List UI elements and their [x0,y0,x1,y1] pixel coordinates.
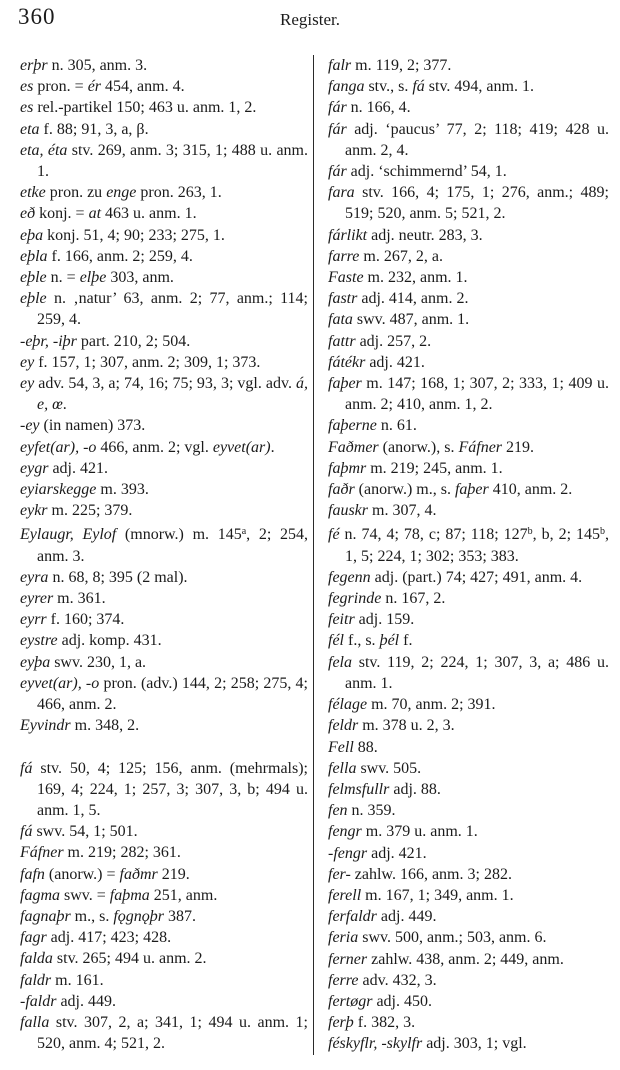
headword: fǫgnǫþr [113,907,165,925]
entry-text: m. 161. [51,971,104,989]
index-entry [328,609,609,630]
index-entry [328,246,609,267]
entry-text: 454, anm. 4. [101,78,185,96]
headword: feldr [328,717,359,735]
index-entry [328,885,609,906]
index-entry [328,1012,609,1033]
index-entry [20,97,308,118]
entry-text: . [270,438,275,456]
index-entry [328,567,609,588]
entry-text: rel.-partikel 150; 463 u. anm. 1, 2. [33,99,257,117]
entry-text: pron. = [33,78,88,96]
index-entry [328,415,609,436]
entry-text: stv. 265; 494 u. anm. 2. [52,950,207,968]
headword: Faðmer [328,438,379,456]
entry-text: m. 361. [53,590,106,608]
entry-text: swv. 230, 1, a. [50,653,147,671]
headword: ey [20,375,35,393]
index-entry [328,949,609,970]
index-entry [20,182,308,203]
entry-text: 303, anm. [106,269,174,287]
entry-text: pron. zu [45,184,107,202]
entry-text: f. [399,632,413,650]
headword: etke [20,184,46,202]
index-entry [20,225,308,246]
entry-text: n. 68, 8; 395 (2 mal). [48,568,188,586]
entry-text: m. 378 u. 2, 3. [358,717,455,735]
headword: fél [328,632,344,650]
entry-text: zahlw. 166, anm. 3; 282. [350,865,512,883]
headword: eyrr [20,611,47,629]
headword: Fáfner [458,438,503,456]
headword: eyvet(ar) [212,438,271,456]
index-entry [20,948,308,969]
headword: eystre [20,632,58,650]
headword: Eyvindr [20,717,71,735]
headword: es [20,99,34,117]
entry-text: n. 166, 4. [346,99,411,117]
entry-text: m., s. [70,907,114,925]
headword: ferell [328,886,362,904]
entry-text: b [527,526,533,538]
headword: faþma [109,886,150,904]
index-entry [20,288,308,330]
headword: -eþr, -iþr [20,332,77,350]
headword: falda [20,950,53,968]
headword: fár [328,163,347,181]
entry-text: m. 167, 1; 349, anm. 1. [361,886,514,904]
headword: fá [20,759,33,777]
index-entry [20,885,308,906]
headword: ér [87,78,102,96]
index-entry [20,203,308,224]
headword: eþa [20,226,44,244]
headword: fanga [328,78,365,96]
headword: fela [328,653,352,671]
entry-text: adj. 449. [56,992,116,1010]
headword: -fengr [328,844,368,862]
entry-text: swv. 54, 1; 501. [32,823,138,841]
headword: eþle [20,290,47,308]
index-entry [328,970,609,991]
index-entry [20,437,308,458]
index-entry [20,588,308,609]
headword: erþr [20,57,48,74]
headword: faðr [328,481,355,499]
headword: eykr [20,502,48,520]
index-entry [328,737,609,758]
entry-text: (anorw.), s. [378,438,459,456]
headword: fara [328,184,355,202]
index-entry [328,1033,609,1054]
index-entry [20,331,308,352]
index-entry [20,55,308,76]
headword: faðmr [119,865,158,883]
entry-text: pron. (adv.) 144, 2; 258; 275, 4; 466, anm. 2. [37,674,309,714]
entry-text: n. 61. [376,417,417,435]
entry-text: n. 359. [347,802,396,820]
entry-text: stv., s. [364,78,413,96]
entry-text: , 2; 254, anm. 3. [37,526,308,565]
headword: fauskr [328,502,368,520]
entry-text: adj. 421. [367,844,427,862]
index-entry [328,119,609,161]
index-entry [328,161,609,182]
entry-text: n. = [46,269,80,287]
index-entry [20,652,308,673]
headword: eygr [20,459,49,477]
entry-text: (anorw.) = [44,865,120,883]
index-entry [328,373,609,415]
entry-text: f. 166, anm. 2; 259, 4. [47,247,193,265]
headword: eyfet(ar), -o [20,438,97,456]
entry-text: m. 267, 2, a. [359,247,443,265]
headword: fagr [20,929,47,947]
index-entry [328,437,609,458]
index-entry [328,630,609,651]
index-entry [20,521,308,566]
headword: falla [20,1013,50,1031]
entry-text: m. 147; 168, 1; 307, 2; 333, 1; 409 u. anm. 2; 410, anm. 1, 2. [345,375,609,414]
headword: faþer [454,481,489,499]
headword: fár [328,120,347,138]
headword: á, e, œ [37,375,308,414]
headword: Fell [328,738,354,756]
entry-text: adj. 449. [376,908,437,926]
headword: faþerne [328,417,377,435]
index-entry [20,373,308,415]
entry-text: 251, anm. [149,886,218,904]
index-entry [20,864,308,885]
index-entry [20,352,308,373]
entry-text: adj. neutr. 283, 3. [367,226,483,244]
index-entry [20,842,308,863]
entry-text: m. 119, 2; 377. [351,57,452,74]
entry-text: adj. 450. [372,992,432,1010]
entry-text: a [241,526,247,538]
entry-text: 463 u. anm. 1. [101,205,197,223]
headword: Faste [328,269,364,287]
index-entry [20,246,308,267]
entry-text: (in namen) 373. [39,417,146,435]
headword: farre [328,247,360,265]
index-entry [20,673,308,715]
entry-text: konj. = [35,205,89,223]
entry-text: swv. 500, anm.; 503, anm. 6. [358,929,547,947]
headword: félage [328,696,368,714]
headword: feitr [328,611,355,629]
headword: enge [106,184,137,202]
index-entry [328,479,609,500]
headword: elþe [79,269,107,287]
entry-text: m. 232, anm. 1. [363,269,468,287]
index-entry [328,458,609,479]
index-entry [328,864,609,885]
entry-text: adj. 421. [365,353,425,371]
headword: fegrinde [328,590,382,608]
headword: falr [328,57,352,74]
entry-text: f. 157, 1; 307, anm. 2; 309, 1; 373. [34,353,261,371]
entry-text: zahlw. 438, anm. 2; 449, anm. [367,950,564,968]
index-entry [20,630,308,651]
index-entry [20,1012,308,1054]
headword: ferþ [328,1014,354,1032]
entry-text: adj. 159. [354,611,415,629]
headword: fá [20,823,33,841]
headword: fátékr [328,353,366,371]
headword: fé [328,526,340,544]
headword: -faldr [20,992,57,1010]
index-entry [20,991,308,1012]
entry-text: n. 305, anm. 3. [47,57,148,74]
headword: ferner [328,950,368,968]
index-entry [328,521,609,566]
index-entry [20,906,308,927]
entry-text: stv. 166, 4; 175, 1; 276, anm.; 489; 519; 520, anm. 5; 521, 2. [345,184,609,223]
entry-text: konj. 51, 4; 90; 233; 275, 1. [43,226,225,244]
headword: fella [328,759,357,777]
headword: eyiarskegge [20,481,97,499]
headword: eð [20,205,36,223]
entry-text: f., s. [344,632,380,650]
index-entry [20,715,308,736]
index-entry [328,309,609,330]
entry-text: , 1, 5; 224, 1; 302; 353; 383. [345,526,609,565]
index-entry [328,906,609,927]
entry-text: (mnorw.) m. 145 [116,526,242,544]
entry-text: m. 219; 282; 361. [63,844,181,862]
entry-text: adj. 417; 423; 428. [46,929,172,947]
index-entry [328,779,609,800]
entry-text: n. ‚natur’ 63, anm. 2; 77, anm.; 114; 259, 4. [37,290,308,329]
entry-text: m. 225; 379. [47,502,133,520]
index-entry [20,140,308,182]
index-entry [20,609,308,630]
entry-text: adj. 421. [48,459,108,477]
index-entry [328,991,609,1012]
entry-text: m. 379 u. anm. 1. [361,823,478,841]
index-entry [328,352,609,373]
entry-text: swv. 487, anm. 1. [352,311,470,329]
headword: fárlikt [328,226,368,244]
index-columns [20,55,609,1055]
entry-text: m. 219; 245, anm. 1. [366,459,503,477]
headword: féskyflr, -skylfr [328,1035,423,1053]
headword: feria [328,929,359,947]
index-entry [20,76,308,97]
headword: fagnaþr [20,907,71,925]
headword: fen [328,802,348,820]
entry-text: m. 393. [96,481,149,499]
entry-text: part. 210, 2; 504. [76,332,191,350]
entry-text: stv. 50, 4; 125; 156, anm. (mehrmals); 169, 4; 224, 1; 257, 3; 307, 3, b; 494 u. anm. 1, 5. [32,759,308,819]
headword: -ey [20,417,40,435]
headword: fata [328,311,353,329]
index-entry [20,267,308,288]
index-entry [20,927,308,948]
headword: fá [412,78,425,96]
headword: fafn [20,865,45,883]
index-entry [328,821,609,842]
page-number: 360 [18,4,56,29]
index-entry [20,500,308,521]
entry-text: 387. [164,907,197,925]
entry-text: adj. 414, anm. 2. [357,290,469,308]
headword: eyþa [20,653,51,671]
headword: eta, éta [20,141,68,159]
entry-text: (anorw.) m., s. [354,481,455,499]
headword: fegenn [328,568,371,586]
index-entry [328,288,609,309]
headword: faþer [328,375,362,393]
index-entry [20,479,308,500]
headword: ferre [328,971,359,989]
index-entry [20,458,308,479]
headword: Eylaugr, Eylof [20,526,117,544]
column-divider [313,55,314,1055]
entry-text: adj. 88. [389,780,441,798]
index-entry [328,500,609,521]
index-entry [328,55,609,76]
entry-text: f. 88; 91, 3, a, β. [39,120,149,138]
index-entry [328,182,609,224]
index-entry [20,119,308,140]
headword: ferfaldr [328,908,377,926]
index-entry [20,567,308,588]
index-entry [328,927,609,948]
entry-text: 219. [157,865,190,883]
entry-text: 88. [353,738,378,756]
entry-text: adj. komp. 431. [57,632,162,650]
index-entry [20,758,308,822]
entry-text: adj. ‘schimmernd’ 54, 1. [346,163,507,181]
entry-text: adv. 432, 3. [358,971,437,989]
headword: eþla [20,247,48,265]
index-entry [328,694,609,715]
headword: fattr [328,332,356,350]
entry-text: pron. 263, 1. [136,184,222,202]
entry-text: adj. ‘paucus’ 77, 2; 118; 419; 428 u. anm. 2, 4. [345,120,609,159]
entry-text: n. 167, 2. [381,590,446,608]
entry-text: stv. 269, anm. 3; 315, 1; 488 u. anm. 1. [37,141,308,181]
headword: fastr [328,290,358,308]
headword: fagma [20,886,60,904]
entry-text: adj. 257, 2. [355,332,432,350]
index-entry [328,76,609,97]
entry-text: m. 348, 2. [70,717,140,735]
column-left [20,55,308,1055]
index-entry [328,97,609,118]
entry-text: f. 160; 374. [46,611,125,629]
headword: fengr [328,823,362,841]
entry-text: adj. 303, 1; vgl. [422,1035,527,1053]
index-entry [20,821,308,842]
entry-text: swv. = [60,886,110,904]
headword: fár [328,99,347,117]
index-entry [328,225,609,246]
index-entry [20,415,308,436]
entry-text: , b, 2; 145 [532,526,600,544]
index-entry [328,800,609,821]
entry-text: 466, anm. 2; vgl. [96,438,213,456]
index-entry [328,843,609,864]
entry-text: 219. [502,438,535,456]
headword: faþmr [328,459,367,477]
entry-text: stv. 119, 2; 224, 1; 307, 3, a; 486 u. anm. 1. [345,653,609,692]
entry-text: m. 307, 4. [368,502,437,520]
running-title: Register. [280,10,340,29]
headword: felmsfullr [328,780,390,798]
column-right [328,55,609,1055]
index-entry [328,715,609,736]
headword: eyvet(ar), -o [20,674,100,692]
index-entry [328,588,609,609]
entry-text: swv. 505. [356,759,422,777]
entry-text: m. 70, anm. 2; 391. [367,696,496,714]
index-entry [328,652,609,694]
index-entry [328,758,609,779]
entry-text: stv. 494, anm. 1. [424,78,534,96]
entry-text: b [600,526,605,538]
headword: es [20,78,34,96]
index-entry [328,331,609,352]
headword: eyra [20,568,49,586]
headword: Fáfner [20,844,64,862]
entry-text: stv. 307, 2, a; 341, 1; 494 u. anm. 1; 520, anm. 4; 521, 2. [37,1013,308,1053]
headword: eta [20,120,40,138]
index-entry [328,267,609,288]
entry-text: . [62,396,67,414]
entry-text: adj. (part.) 74; 427; 491, anm. 4. [370,568,583,586]
headword: fer- [328,865,351,883]
headword: faldr [20,971,52,989]
headword: eþle [20,269,47,287]
index-entry [20,970,308,991]
headword: fertøgr [328,992,373,1010]
headword: þél [379,632,400,650]
headword: at [88,205,102,223]
entry-text: 410, anm. 2. [488,481,573,499]
entry-text: adv. 54, 3, a; 74, 16; 75; 93, 3; vgl. adv. [34,375,296,393]
entry-text: f. 382, 3. [353,1014,416,1032]
headword: eyrer [20,590,54,608]
entry-text: n. 74, 4; 78, c; 87; 118; 127 [339,526,528,544]
headword: ey [20,353,35,371]
